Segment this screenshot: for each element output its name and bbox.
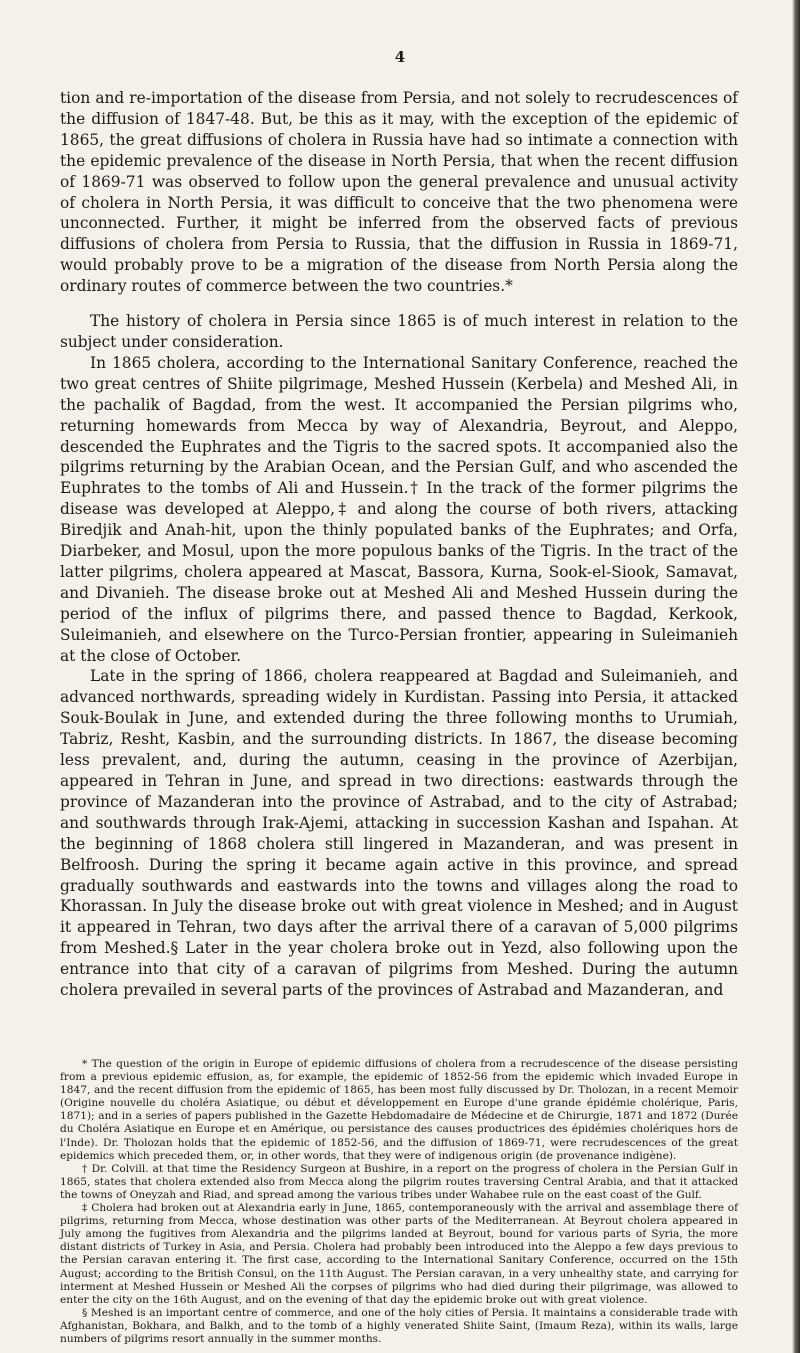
paragraph-1865: In 1865 cholera, according to the International Sanitary Conference, reached the two great centres of Shiite pilgrimage, Meshed Hussein (Kerbela) and Meshed Ali, in the pachalik of Bagdad, from the west. It accompanied the Persian pilgrims who, returning homewards from Mecca by way of Alexandria, Beyrout, and Aleppo, descended the Euphrates and the Tigris to the sacred spots. It accompanied also the pilgrims returning by the Arabian Ocean, and the Persian Gulf, and who ascended the Euphrates to the tombs of Ali and Hussein.† In the track of the former pilgrims the disease was developed at Aleppo,‡ and along the course of both rivers, attacking Biredjik and Anah-hit, upon the thinly populated banks of the Euphrates; and Orfa, Diarbeker, and Mosul, upon the more populous banks of the Tigris. In the tract of the latter pilgrims, cholera appeared at Mascat, Bassora, Kurna, Sook-el-Siook, Samavat, and Divanieh. The disease broke out at Meshed Ali and Meshed Hussein during the period of the influx of pilgrims there, and passed thence to Bagdad, Kerkook, Suleimanieh, and elsewhere on the Turco-Persian frontier, appearing in Suleimanieh at the close of October. (60, 353, 738, 665)
footnote-section: § Meshed is an important centre of commerce, and one of the holy cities of Persia. It maintains a considerable trade with Afghanistan, Bokhara, and Balkh, and to the tomb of a highly venerated Shiite Saint, (Imaum Reza), within its walls, large numbers of pilgrims resort annually in the summer months. (60, 1306, 738, 1345)
page-number: 4 (394, 48, 406, 66)
paragraph-history-intro: The history of cholera in Persia since 1865 is of much interest in relation to the subject under consideration. (60, 312, 738, 351)
footnotes (60, 1058, 738, 1346)
paragraph-1866: Late in the spring of 1866, cholera reappeared at Bagdad and Suleimanieh, and advanced northwards, spreading widely in Kurdistan. Passing into Persia, it attacked Souk-Boulak in June, and extended during the three following months to Urumiah, Tabriz, Resht, Kasbin, and the surrounding districts. In 1867, the disease becoming less prevalent, and, during the autumn, ceasing in the province of Azerbijan, appeared in Tehran in June, and spread in two directions: eastwards through the province of Mazanderan into the province of Astrabad, and to the city of Astrabad; and southwards through Irak-Ajemi, attacking in succession Kashan and Ispahan. At the beginning of 1868 cholera still lingered in Mazanderan, and was present in Belfroosh. During the spring it became again active in this province, and spread gradually southwards and eastwards into the towns and villages along the road to Khorassan. In July the disease broke out with great violence in Meshed; and in August it appeared in Tehran, two days after the arrival there of a caravan of 5,000 pilgrims from Meshed.§ Later in the year cholera broke out in Yezd, also following upon the entrance into that city of a caravan of pilgrims from Meshed. During the autumn cholera prevailed in several parts of the provinces of Astrabad and Mazanderan, and (60, 667, 738, 1000)
main-text (60, 88, 738, 1001)
footnote-double-dagger: ‡ Cholera had broken out at Alexandria early in June, 1865, contemporaneously with the arrival and assemblage there of pilgrims, returning from Mecca, whose destination was other parts of the Mediterranean. At Beyrout cholera appeared in July among the fugitives from Alexandria and the pilgrims landed at Beyrout, bound for various parts of Syria, the more distant districts of Turkey in Asia, and Persia. Cholera had probably been introduced into the Aleppo a few days previous to the Persian caravan entering it. The first case, according to the International Sanitary Conference, occurred on the 15th August; according to the British Consul, on the 11th August. The Persian caravan, in a very unhealthy state, and carrying for interment at Meshed Hussein or Meshed Ali the corpses of pilgrims who had died during their pilgrimage, was allowed to enter the city on the 16th August, and on the evening of that day the epidemic broke out with great violence. (60, 1202, 738, 1306)
footnote-asterisk: * The question of the origin in Europe of epidemic diffusions of cholera from a recrudescence of the disease persisting from a previous epidemic effusion, as, for example, the epidemic of 1852-56 from the epidemic which invaded Europe in 1847, and the recent diffusion from the epidemic of 1865, has been most fully discussed by Dr. Tholozan, in a recent Memoir (Origine nouvelle du choléra Asiatique, ou début et développement en Europe d'une grande épidémie cholérique, Paris, 1871); and in a series of papers published in the Gazette Hebdomadaire de Médecine et de Chirurgie, 1871 and 1872 (Durée du Choléra Asiatique en Europe et en Amérique, ou persistance des causes productrices des épidémies cholériques hors de l'Inde). Dr. Tholozan holds that the epidemic of 1852-56, and the diffusion of 1869-71, were recrudescences of the great epidemics which preceded them, or, in other words, that they were of indigenous origin (de provenance indigène). (60, 1058, 738, 1162)
scan-edge-shadow (792, 0, 800, 1353)
paragraph-continuation: tion and re-importation of the disease from Persia, and not solely to recrudescences of the diffusion of 1847-48. But, be this as it may, with the exception of the epidemic of 1865, the great diffusions of cholera in Russia have had so intimate a connection with the epidemic prevalence of the disease in North Persia, that when the recent diffusion of 1869-71 was observed to follow upon the general prevalence and unusual activity of cholera in North Persia, it was difficult to conceive that the two phenomena were unconnected. Further, it might be inferred from the observed facts of previous diffusions of cholera from Persia to Russia, that the diffusion in Russia in 1869-71, would probably prove to be a migration of the disease from North Persia along the ordinary routes of commerce between the two countries.* (60, 89, 738, 296)
footnote-dagger: † Dr. Colvill. at that time the Residency Surgeon at Bushire, in a report on the progress of cholera in the Persian Gulf in 1865, states that cholera extended also from Mecca along the pilgrim routes traversing Central Arabia, and that it attacked the towns of Oneyzah and Riad, and spread among the various tribes under Wahabee rule on the east coast of the Gulf. (60, 1162, 738, 1201)
